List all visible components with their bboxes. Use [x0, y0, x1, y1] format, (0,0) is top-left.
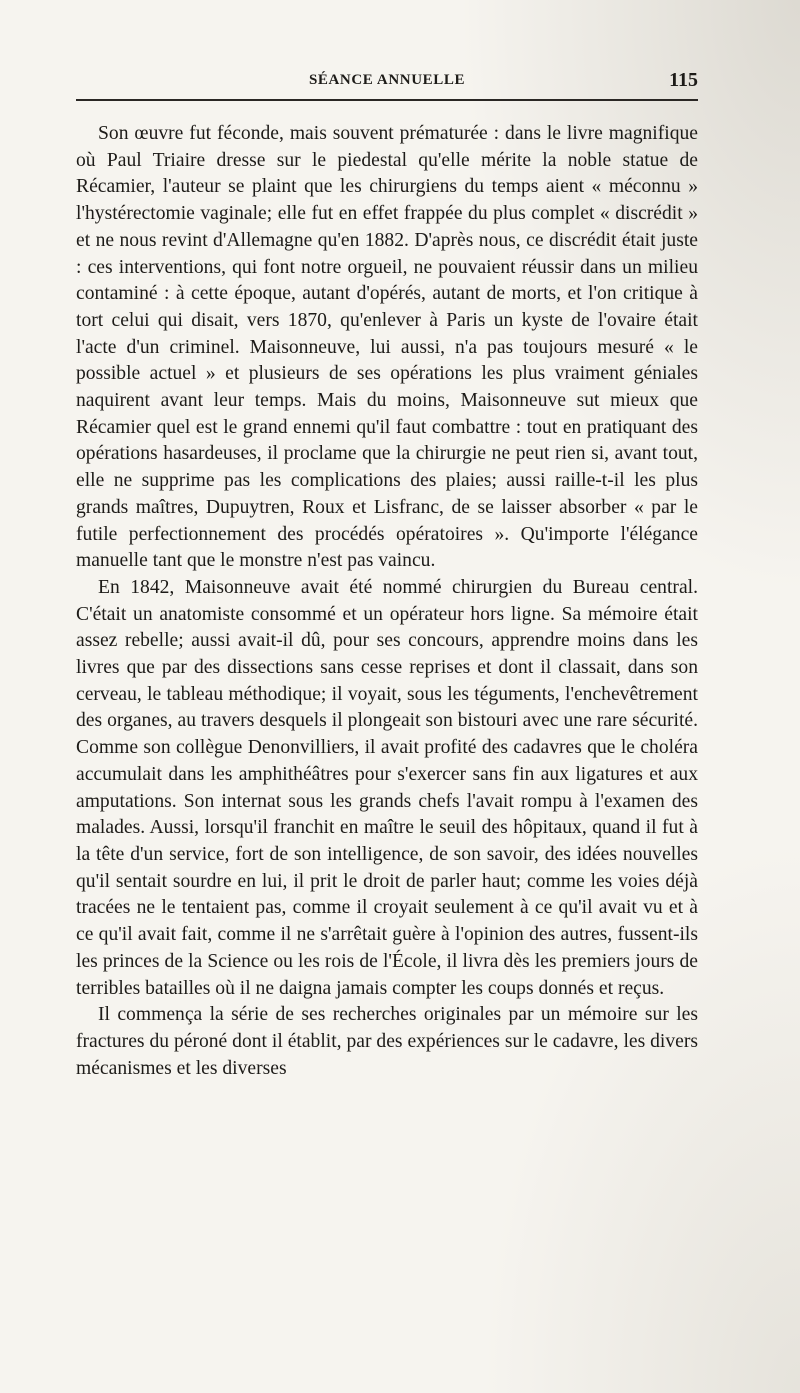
page-header [76, 66, 698, 96]
running-title: SÉANCE ANNUELLE [308, 72, 466, 88]
paragraph: Il commença la série de ses recherches originales par un mémoire sur les fractures du péroné dont il établit, par des expériences sur le cadavre, les divers mécanismes et les diverses [76, 1004, 698, 1079]
paragraph: En 1842, Maisonneuve avait été nommé chirurgien du Bureau central. C'était un anatomiste consommé et un opérateur hors ligne. Sa mémoire était assez rebelle; aussi avait-il dû, pour ses concours, apprendre moins dans les livres que par des dissections sans cesse reprises et dont il classait, dans son cerveau, le tableau méthodique; il voyait, sous les téguments, l'enchevêtrement des organes, au travers desquels il plongeait son bistouri avec une rare sécurité. Comme son collègue Denonvilliers, il avait profité des cadavres que le choléra accumulait dans les amphithéâtres pour s'exercer sans fin aux ligatures et aux amputations. Son internat sous les grands chefs l'avait rompu à l'examen des malades. Aussi, lorsqu'il franchit en maître le seuil des hôpitaux, quand il fut à la tête d'un service, fort de son intelligence, de son savoir, des idées nouvelles qu'il sentait sourdre en lui, il prit le droit de parler haut; comme les voies déjà tracées ne le tentaient pas, comme il croyait seulement à ce qu'il avait vu et à ce qu'il avait fait, comme il ne s'arrêtait guère à l'opinion des autres, fussent-ils les princes de la Science ou les rois de l'École, il livra dès les premiers jours de terribles batailles où il ne daigna jamais compter les coups donnés et reçus. [76, 576, 698, 999]
header-rule [76, 99, 698, 101]
body-text [76, 121, 698, 1082]
page-number: 115 [669, 69, 698, 91]
paragraph: Son œuvre fut féconde, mais souvent prématurée : dans le livre magnifique où Paul Triaire dresse sur le piedestal qu'elle mérite la noble statue de Récamier, l'auteur se plaint que les chirurgiens du temps aient « méconnu » l'hystérectomie vaginale; elle fut en effet frappée du plus complet « discrédit » et ne nous revint d'Allemagne qu'en 1882. D'après nous, ce discrédit était juste : ces interventions, qui font notre orgueil, ne pouvaient réussir dans un milieu contaminé : à cette époque, autant d'opérés, autant de morts, et l'on critique à tort celui qui disait, vers 1870, qu'enlever à Paris un kyste de l'ovaire était l'acte d'un criminel. Maisonneuve, lui aussi, n'a pas toujours mesuré « le possible actuel » et plusieurs de ses opérations les plus vraiment géniales naquirent avant leur temps. Mais du moins, Maisonneuve sut mieux que Récamier quel est le grand ennemi qu'il faut combattre : tout en pratiquant des opérations hasardeuses, il proclame que la chirurgie ne peut rien si, avant tout, elle ne supprime pas les complications des plaies; aussi raille-t-il les plus grands maîtres, Dupuytren, Roux et Lisfranc, de se laisser absorber « par le futile perfectionnement des procédés opératoires ». Qu'importe l'élégance manuelle tant que le monstre n'est pas vaincu. [76, 123, 698, 572]
